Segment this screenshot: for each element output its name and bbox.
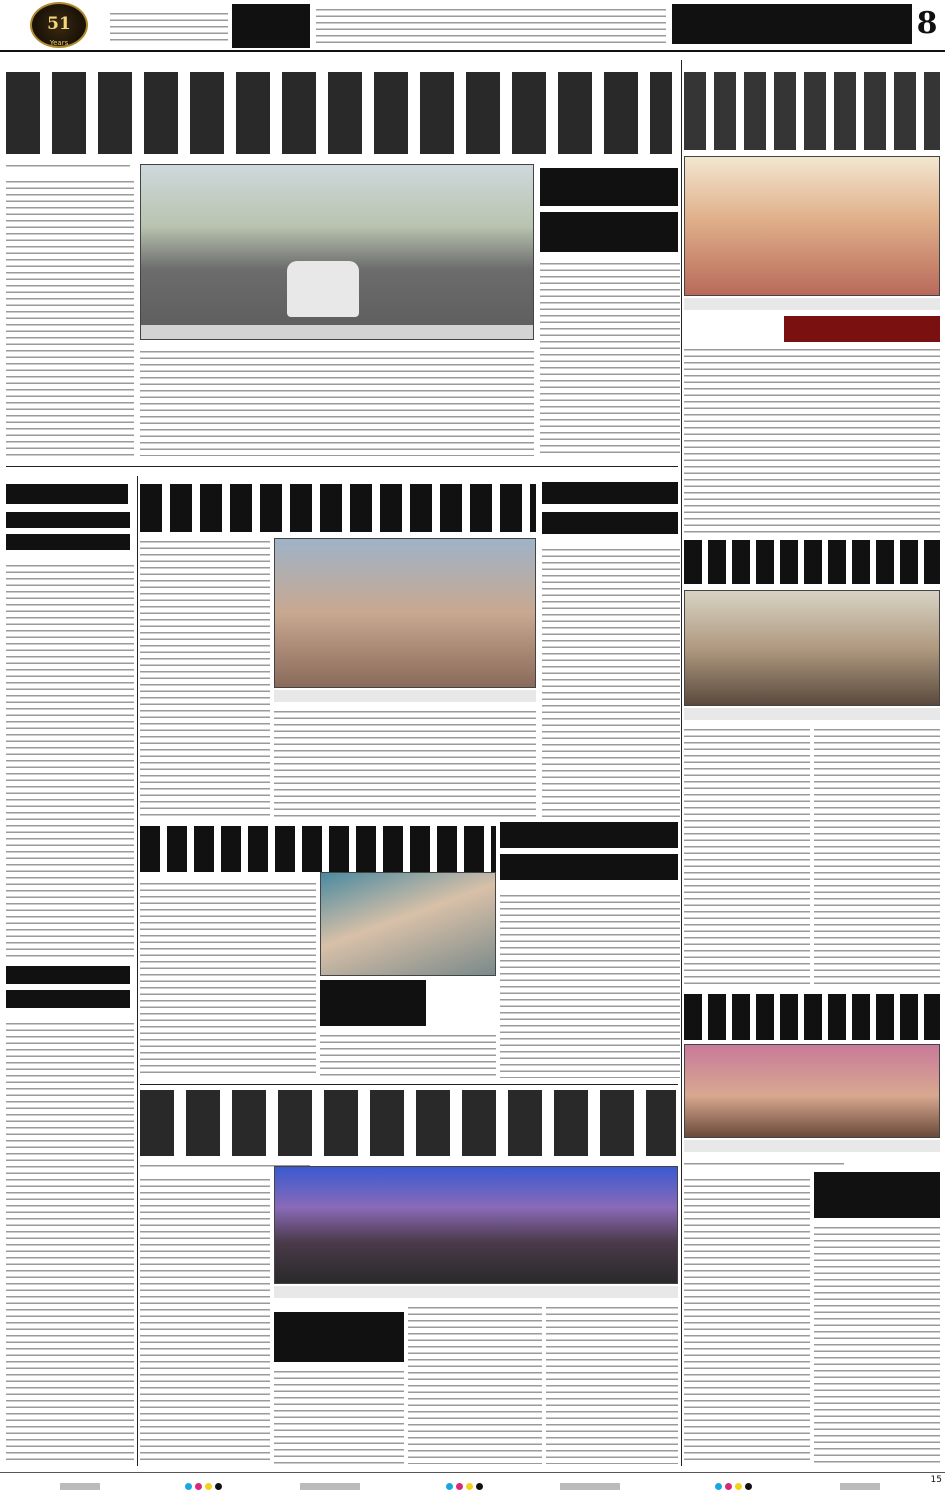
registration-dot-yellow bbox=[735, 1483, 742, 1490]
camp-body bbox=[500, 890, 680, 1078]
stage-headline bbox=[140, 1090, 676, 1156]
anniversary-word: Years bbox=[49, 39, 69, 47]
registration-dot-cyan bbox=[446, 1483, 453, 1490]
page-number: 8 bbox=[916, 6, 938, 41]
masthead-date-block bbox=[110, 8, 228, 44]
anniversary-emblem bbox=[30, 2, 88, 48]
stage-photo bbox=[274, 1166, 678, 1284]
registration-dot-black bbox=[476, 1483, 483, 1490]
column-rule bbox=[137, 476, 138, 1466]
registration-strip-left bbox=[60, 1483, 100, 1490]
lead-headline bbox=[6, 72, 672, 154]
cooking-caption bbox=[684, 1140, 940, 1152]
teacher-photo bbox=[684, 590, 940, 706]
child-callout bbox=[320, 980, 426, 1026]
cooking-headline bbox=[684, 994, 940, 1040]
lead-body-col-1 bbox=[6, 176, 134, 456]
registration-dot-black bbox=[215, 1483, 222, 1490]
lead-photo-car bbox=[287, 261, 359, 317]
teacher-headline bbox=[684, 540, 940, 584]
cooking-dateline bbox=[684, 1158, 844, 1168]
grievance-body-col-2 bbox=[274, 706, 536, 818]
stage-body-col-4 bbox=[546, 1302, 678, 1464]
lead-subhead-2 bbox=[540, 212, 678, 252]
child-body-col-2 bbox=[320, 1030, 496, 1078]
awareness-headline bbox=[684, 72, 940, 150]
festival-headline bbox=[542, 482, 678, 540]
column-rule bbox=[681, 60, 682, 1466]
child-body-col-1 bbox=[140, 878, 316, 1078]
cooking-body-col-1 bbox=[684, 1174, 810, 1464]
lead-body-col-3 bbox=[140, 346, 534, 456]
in-brief-band bbox=[6, 484, 128, 504]
grievance-body-col-1 bbox=[140, 536, 270, 818]
registration-dot-yellow bbox=[205, 1483, 212, 1490]
registration-dot-magenta bbox=[725, 1483, 732, 1490]
lead-body-col-2 bbox=[540, 258, 680, 456]
lead-subhead-1 bbox=[540, 168, 678, 206]
anniversary-number: 51 bbox=[47, 14, 71, 34]
registration-dot-black bbox=[745, 1483, 752, 1490]
child-headline bbox=[140, 826, 496, 872]
registration-strip-right bbox=[560, 1483, 620, 1490]
teacher-body-col-2 bbox=[814, 724, 940, 986]
stage-body-col-1 bbox=[140, 1174, 270, 1464]
in-brief-body-1 bbox=[6, 560, 134, 960]
teacher-body-col-1 bbox=[684, 724, 810, 986]
grievance-headline bbox=[140, 484, 536, 532]
stage-subhead bbox=[274, 1312, 404, 1362]
camp-headline bbox=[500, 822, 678, 886]
registration-strip-mid bbox=[300, 1483, 360, 1490]
cooking-body-col-2 bbox=[814, 1222, 940, 1464]
grievance-photo bbox=[274, 538, 536, 688]
registration-dot-cyan bbox=[715, 1483, 722, 1490]
registration-dot-yellow bbox=[466, 1483, 473, 1490]
registration-dot-magenta bbox=[456, 1483, 463, 1490]
registration-dot-magenta bbox=[195, 1483, 202, 1490]
lead-photo-caption bbox=[141, 325, 533, 339]
festival-body bbox=[542, 544, 680, 818]
child-photo bbox=[320, 872, 496, 976]
row-rule bbox=[6, 466, 678, 467]
lead-dateline bbox=[6, 160, 130, 170]
stage-caption bbox=[274, 1286, 678, 1298]
cooking-photo bbox=[684, 1044, 940, 1138]
in-brief-headline-2 bbox=[6, 966, 130, 1014]
awareness-caption bbox=[684, 298, 940, 310]
registration-strip-end bbox=[840, 1483, 880, 1490]
footer-page-number: 15 bbox=[930, 1475, 942, 1485]
registration-dot-cyan bbox=[185, 1483, 192, 1490]
cooking-callout bbox=[814, 1172, 940, 1218]
in-brief-headline-1 bbox=[6, 512, 130, 556]
stage-body-col-2 bbox=[274, 1366, 404, 1464]
in-brief-body-2 bbox=[6, 1018, 134, 1462]
masthead bbox=[0, 0, 945, 52]
section-title-band bbox=[672, 4, 912, 44]
awareness-photo bbox=[684, 156, 940, 296]
masthead-tagline-box bbox=[232, 4, 310, 48]
awareness-body bbox=[684, 344, 940, 534]
awareness-tag bbox=[784, 316, 940, 342]
row-rule bbox=[140, 1084, 678, 1085]
teacher-caption bbox=[684, 708, 940, 720]
footer bbox=[0, 1472, 945, 1499]
masthead-brief bbox=[316, 4, 666, 48]
grievance-caption bbox=[274, 690, 536, 702]
stage-body-col-3 bbox=[408, 1302, 542, 1464]
lead-photo bbox=[140, 164, 534, 340]
